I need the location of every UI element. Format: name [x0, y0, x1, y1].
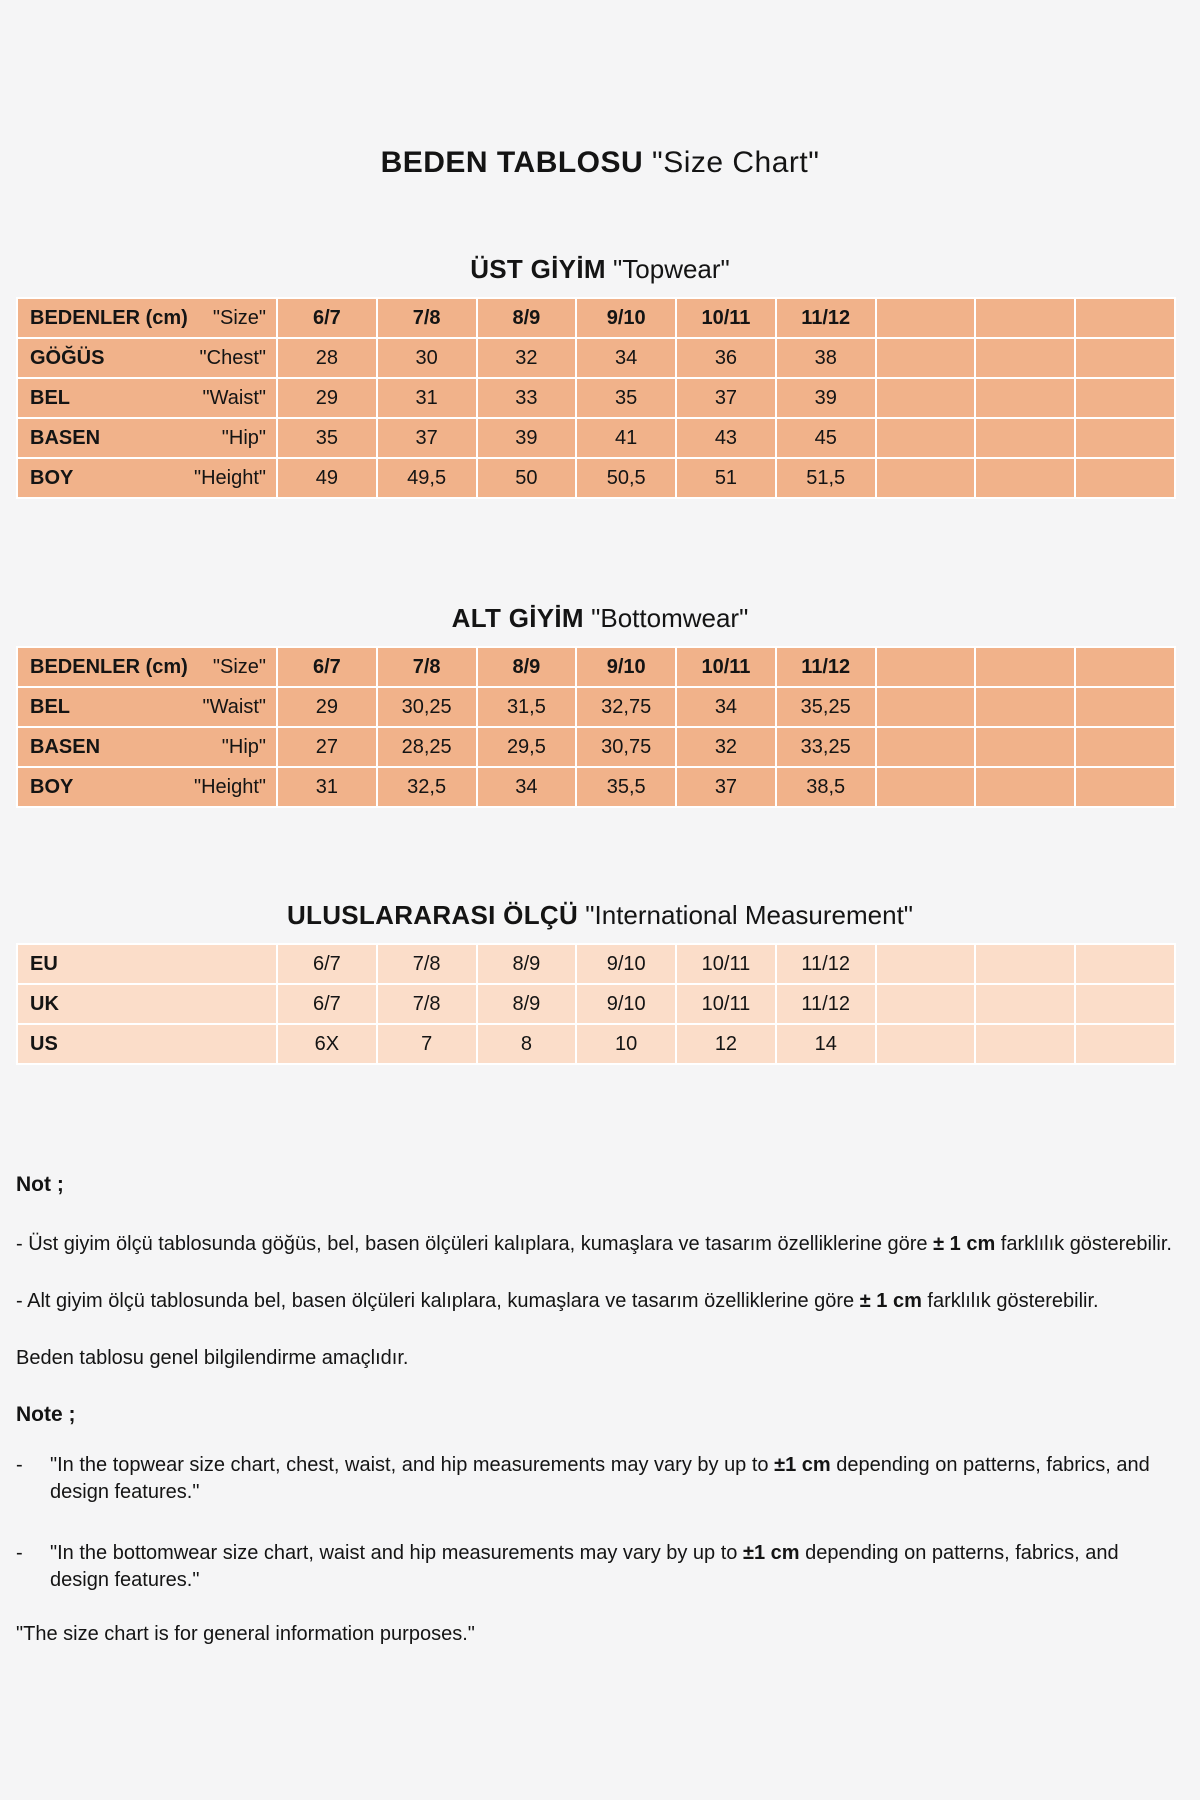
row-label-cell — [17, 727, 277, 767]
row-label-turkish: GÖĞÜS — [30, 346, 105, 369]
value-cell: 50,5 — [576, 458, 676, 498]
value-cell: 35 — [576, 378, 676, 418]
international-section-title — [0, 900, 1200, 931]
row-label-cell — [17, 767, 277, 807]
note-en-bottomwear-tail: depending on patterns, fabrics, and design features." — [50, 1542, 1119, 1591]
row-label-cell — [17, 378, 277, 418]
value-cell: 11/12 — [776, 647, 876, 687]
table-row — [17, 767, 1175, 807]
value-cell — [1075, 378, 1175, 418]
international-title-tr: ULUSLARARASI ÖLÇÜ — [286, 900, 579, 930]
value-cell — [975, 727, 1075, 767]
value-cell: 51,5 — [776, 458, 876, 498]
value-cell: 10/11 — [676, 944, 776, 984]
value-cell — [975, 418, 1075, 458]
row-label-turkish: BASEN — [30, 735, 101, 758]
value-cell: 31 — [277, 767, 377, 807]
note-tr-bottomwear-text: - Alt giyim ölçü tablosunda bel, basen ölçüleri kalıplara, kumaşlara ve tasarım özelliklerine göre — [16, 1290, 860, 1312]
row-label-english: "Hip" — [221, 426, 266, 449]
value-cell: 31 — [377, 378, 477, 418]
table-row — [17, 378, 1175, 418]
value-cell: 10 — [576, 1024, 676, 1064]
row-label-english: "Chest" — [199, 346, 266, 369]
value-cell — [1075, 767, 1175, 807]
value-cell: 7 — [377, 1024, 477, 1064]
value-cell — [876, 338, 976, 378]
value-cell: 34 — [576, 338, 676, 378]
value-cell: 32,5 — [377, 767, 477, 807]
value-cell: 50 — [477, 458, 577, 498]
value-cell — [876, 458, 976, 498]
row-label-turkish: BEDENLER (cm) — [30, 655, 188, 678]
value-cell — [1075, 944, 1175, 984]
value-cell: 11/12 — [776, 984, 876, 1024]
value-cell: 9/10 — [576, 647, 676, 687]
value-cell: 14 — [776, 1024, 876, 1064]
value-cell: 51 — [676, 458, 776, 498]
value-cell: 38 — [776, 338, 876, 378]
row-label-cell — [17, 458, 277, 498]
page-title-sub: "Size Chart" — [652, 146, 820, 179]
table-row — [17, 944, 1175, 984]
row-label-cell — [17, 984, 277, 1024]
value-cell: 8/9 — [477, 298, 577, 338]
row-label-english: "Waist" — [202, 386, 266, 409]
value-cell: 36 — [676, 338, 776, 378]
value-cell — [1075, 298, 1175, 338]
row-label-turkish: BOY — [30, 775, 74, 798]
value-cell — [876, 378, 976, 418]
value-cell: 6/7 — [277, 944, 377, 984]
bottomwear-table — [16, 646, 1176, 808]
value-cell: 41 — [576, 418, 676, 458]
value-cell: 38,5 — [776, 767, 876, 807]
row-label-english: "Hip" — [221, 735, 266, 758]
value-cell: 30 — [377, 338, 477, 378]
value-cell: 30,75 — [576, 727, 676, 767]
note-tr-bottomwear-tail: farklılık gösterebilir. — [921, 1290, 1099, 1312]
value-cell: 29,5 — [477, 727, 577, 767]
note-tr-topwear — [16, 1231, 1180, 1258]
international-table — [16, 943, 1176, 1065]
bottomwear-title-en: "Bottomwear" — [591, 603, 749, 633]
page-title-main: BEDEN TABLOSU — [380, 146, 644, 179]
value-cell — [1075, 687, 1175, 727]
note-tr-bottomwear-bold: ± 1 cm — [859, 1290, 922, 1312]
row-label-english: "Height" — [193, 466, 266, 489]
table-row — [17, 298, 1175, 338]
notes-en-heading: Note ; — [16, 1403, 76, 1426]
note-en-topwear-text: "In the topwear size chart, chest, waist, and hip measurements may vary by up to — [50, 1454, 775, 1476]
value-cell: 33,25 — [776, 727, 876, 767]
value-cell: 35 — [277, 418, 377, 458]
note-tr-bottomwear — [16, 1288, 1180, 1315]
value-cell: 9/10 — [576, 944, 676, 984]
value-cell — [975, 458, 1075, 498]
value-cell: 37 — [676, 767, 776, 807]
note-en-bottomwear — [16, 1540, 1180, 1594]
row-label-cell — [17, 647, 277, 687]
value-cell — [876, 1024, 976, 1064]
value-cell: 35,25 — [776, 687, 876, 727]
international-title-en: "International Measurement" — [585, 900, 914, 930]
value-cell: 10/11 — [676, 298, 776, 338]
table-row — [17, 687, 1175, 727]
topwear-table — [16, 297, 1176, 499]
value-cell: 9/10 — [576, 984, 676, 1024]
value-cell: 37 — [676, 378, 776, 418]
value-cell: 29 — [277, 378, 377, 418]
value-cell: 32 — [676, 727, 776, 767]
value-cell: 43 — [676, 418, 776, 458]
row-label-english: "Size" — [212, 655, 266, 678]
topwear-section-title — [0, 254, 1200, 285]
value-cell: 6/7 — [277, 298, 377, 338]
value-cell — [1075, 727, 1175, 767]
value-cell: 6/7 — [277, 984, 377, 1024]
row-label-turkish: BEL — [30, 386, 70, 409]
row-label-cell — [17, 944, 277, 984]
value-cell: 10/11 — [676, 647, 776, 687]
row-label-turkish: US — [30, 1032, 58, 1055]
bullet-dash: - — [16, 1542, 23, 1564]
value-cell: 27 — [277, 727, 377, 767]
table-row — [17, 727, 1175, 767]
row-label-cell — [17, 687, 277, 727]
bullet-dash: - — [16, 1454, 23, 1476]
row-label-turkish: EU — [30, 952, 58, 975]
row-label-cell — [17, 1024, 277, 1064]
value-cell: 39 — [477, 418, 577, 458]
value-cell: 32 — [477, 338, 577, 378]
page-title — [0, 0, 1200, 180]
value-cell — [975, 298, 1075, 338]
note-en-topwear-tail: depending on patterns, fabrics, and design features." — [50, 1454, 1150, 1503]
value-cell: 8/9 — [477, 944, 577, 984]
value-cell: 31,5 — [477, 687, 577, 727]
value-cell: 7/8 — [377, 298, 477, 338]
row-label-cell — [17, 298, 277, 338]
notes-en-footer: "The size chart is for general information purposes." — [16, 1623, 475, 1645]
value-cell — [1075, 458, 1175, 498]
value-cell — [975, 767, 1075, 807]
notes-section — [16, 1171, 1180, 1648]
value-cell — [876, 767, 976, 807]
value-cell — [1075, 1024, 1175, 1064]
notes-tr-footer: Beden tablosu genel bilgilendirme amaçlıdır. — [16, 1347, 409, 1369]
note-en-bottomwear-bold: ±1 cm — [742, 1542, 800, 1564]
value-cell: 28 — [277, 338, 377, 378]
value-cell: 28,25 — [377, 727, 477, 767]
table-row — [17, 418, 1175, 458]
note-en-topwear — [16, 1452, 1180, 1506]
row-label-cell — [17, 418, 277, 458]
value-cell — [876, 687, 976, 727]
row-label-turkish: BOY — [30, 466, 74, 489]
bottomwear-section-title — [0, 603, 1200, 634]
notes-tr-heading: Not ; — [16, 1173, 64, 1196]
row-label-turkish: BEL — [30, 695, 70, 718]
value-cell — [876, 727, 976, 767]
value-cell — [876, 944, 976, 984]
row-label-turkish: BEDENLER (cm) — [30, 306, 188, 329]
note-tr-topwear-tail: farklılık gösterebilir. — [995, 1233, 1172, 1255]
value-cell — [975, 338, 1075, 378]
note-en-bottomwear-text: "In the bottomwear size chart, waist and hip measurements may vary by up to — [50, 1542, 743, 1564]
value-cell: 10/11 — [676, 984, 776, 1024]
value-cell: 9/10 — [576, 298, 676, 338]
bottomwear-title-tr: ALT GİYİM — [451, 603, 584, 633]
row-label-english: "Height" — [193, 775, 266, 798]
row-label-turkish: UK — [30, 992, 59, 1015]
value-cell: 34 — [676, 687, 776, 727]
value-cell: 39 — [776, 378, 876, 418]
value-cell: 6/7 — [277, 647, 377, 687]
row-label-turkish: BASEN — [30, 426, 101, 449]
note-tr-topwear-text: - Üst giyim ölçü tablosunda göğüs, bel, basen ölçüleri kalıplara, kumaşlara ve tasarım özelliklerine göre — [16, 1233, 934, 1255]
value-cell: 11/12 — [776, 944, 876, 984]
value-cell: 8/9 — [477, 984, 577, 1024]
value-cell: 29 — [277, 687, 377, 727]
value-cell — [975, 378, 1075, 418]
value-cell — [876, 418, 976, 458]
row-label-cell — [17, 338, 277, 378]
value-cell: 8 — [477, 1024, 577, 1064]
value-cell: 32,75 — [576, 687, 676, 727]
value-cell — [1075, 984, 1175, 1024]
value-cell — [876, 298, 976, 338]
value-cell — [975, 944, 1075, 984]
value-cell: 11/12 — [776, 298, 876, 338]
value-cell: 45 — [776, 418, 876, 458]
value-cell: 49,5 — [377, 458, 477, 498]
row-label-english: "Size" — [212, 306, 266, 329]
value-cell — [876, 647, 976, 687]
value-cell — [1075, 338, 1175, 378]
table-row — [17, 984, 1175, 1024]
value-cell — [1075, 647, 1175, 687]
value-cell: 12 — [676, 1024, 776, 1064]
value-cell: 7/8 — [377, 944, 477, 984]
value-cell — [876, 984, 976, 1024]
value-cell — [975, 984, 1075, 1024]
value-cell — [975, 1024, 1075, 1064]
value-cell — [1075, 418, 1175, 458]
value-cell: 6X — [277, 1024, 377, 1064]
value-cell: 33 — [477, 378, 577, 418]
row-label-english: "Waist" — [202, 695, 266, 718]
value-cell: 49 — [277, 458, 377, 498]
value-cell — [975, 687, 1075, 727]
value-cell: 34 — [477, 767, 577, 807]
topwear-title-tr: ÜST GİYİM — [470, 254, 606, 284]
topwear-title-en: "Topwear" — [613, 254, 730, 284]
note-en-bottomwear-para — [50, 1540, 1180, 1594]
value-cell: 30,25 — [377, 687, 477, 727]
value-cell — [975, 647, 1075, 687]
value-cell: 8/9 — [477, 647, 577, 687]
table-row — [17, 1024, 1175, 1064]
value-cell: 37 — [377, 418, 477, 458]
note-en-topwear-bold: ±1 cm — [774, 1454, 831, 1476]
table-row — [17, 458, 1175, 498]
table-row — [17, 647, 1175, 687]
value-cell: 7/8 — [377, 984, 477, 1024]
value-cell: 7/8 — [377, 647, 477, 687]
note-tr-topwear-bold: ± 1 cm — [933, 1233, 996, 1255]
value-cell: 35,5 — [576, 767, 676, 807]
note-en-topwear-para — [50, 1452, 1180, 1506]
table-row — [17, 338, 1175, 378]
